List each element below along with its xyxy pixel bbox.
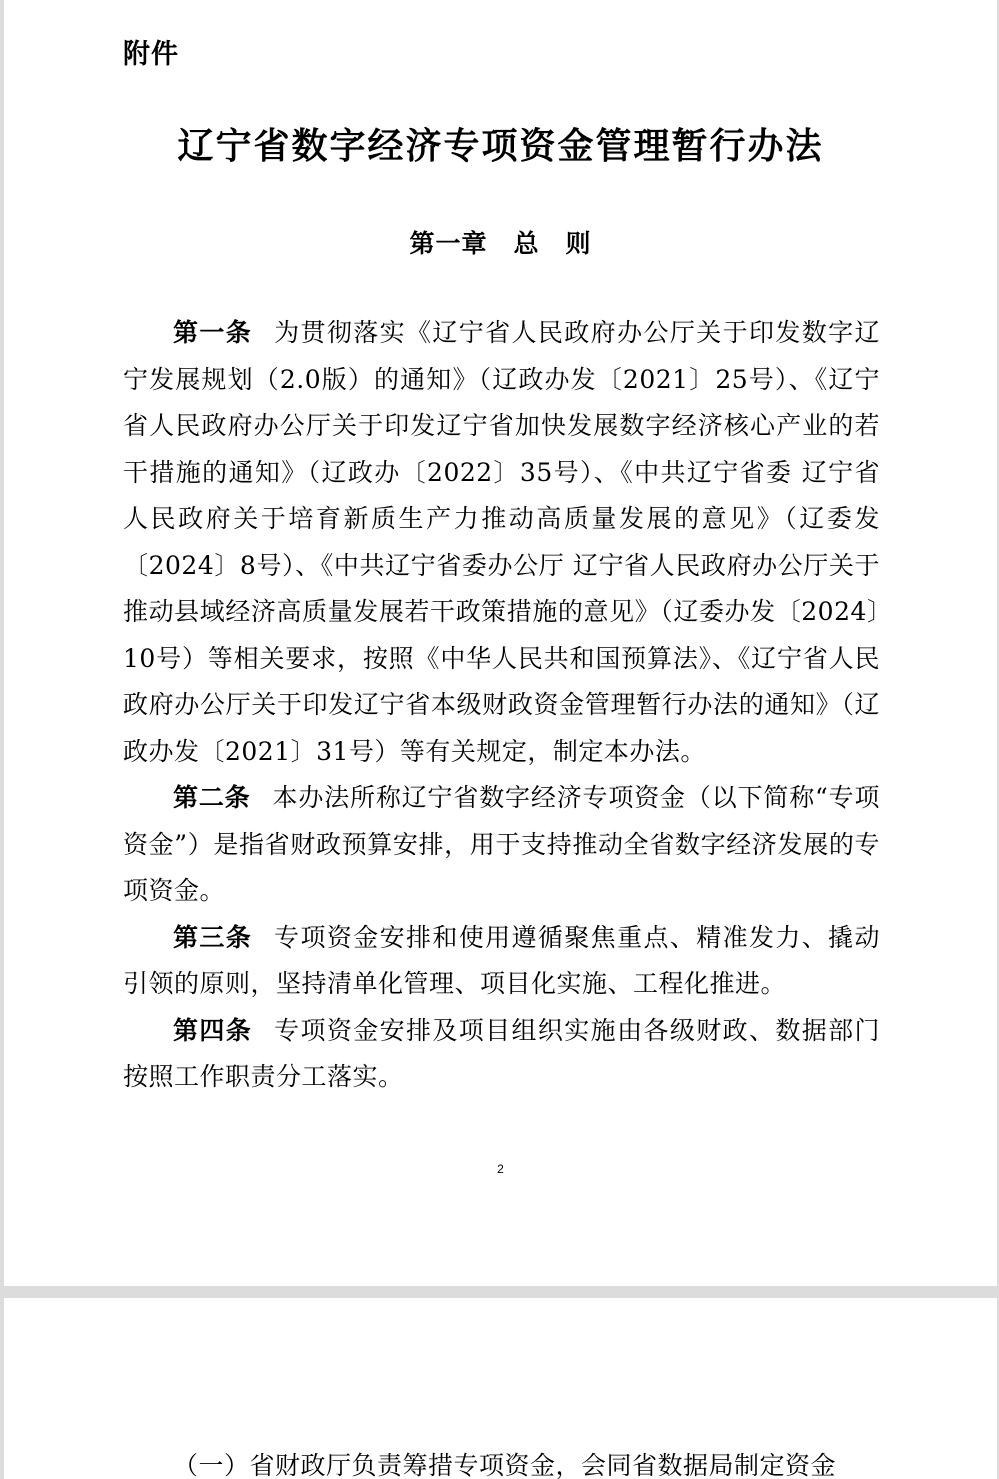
document-page-1 — [4, 0, 997, 1286]
document-title: 辽宁省数字经济专项资金管理暂行办法 — [177, 126, 824, 167]
chapter-name: 总 则 — [513, 229, 592, 258]
attachment-label: 附件 — [123, 39, 179, 70]
article-paragraph — [123, 775, 880, 915]
article-paragraph — [123, 310, 880, 775]
article-text: 专项资金安排和使用遵循聚焦重点、精准发力、撬动引领的原则，坚持清单化管理、项目化实施、工程化推进。 — [123, 922, 880, 998]
article-text: 为贯彻落实《辽宁省人民政府办公厅关于印发数字辽宁发展规划（2.0版）的通知》（辽政办发〔2021〕25号）、《辽宁省人民政府办公厅关于印发辽宁省加快发展数字经济核心产业的若干措施的通知》（辽政办〔2022〕35号）、《中共辽宁省委 辽宁省人民政府关于培育新质生产力推动高质量发展的意见》（辽委发〔2024〕8号）、《中共辽宁省委办公厅 辽宁省人民政府办公厅关于推动县域经济高质量发展若干政策措施的意见》（辽委办发〔2024〕10号）等相关要求，按照《中华人民共和国预算法》、《辽宁省人民政府办公厅关于印发辽宁省本级财政资金管理暂行办法的通知》（辽政办发〔2021〕31号）等有关规定，制定本办法。 — [123, 318, 880, 766]
chapter-heading — [4, 224, 997, 260]
article-paragraph — [123, 915, 880, 1008]
article-label: 第二条 — [173, 783, 251, 812]
article-text: 专项资金安排及项目组织实施由各级财政、数据部门按照工作职责分工落实。 — [123, 1015, 880, 1091]
chapter-number: 第一章 — [409, 229, 488, 258]
article-label: 第四条 — [173, 1015, 253, 1045]
article-paragraph — [123, 1008, 880, 1101]
page-number: 2 — [497, 1162, 504, 1176]
document-body — [123, 310, 880, 1101]
document-page-2 — [4, 1298, 997, 1479]
article-label: 第一条 — [173, 318, 253, 347]
partial-paragraph: （一）省财政厅负责筹措专项资金，会同省数据局制定资金 — [173, 1451, 837, 1479]
article-text: 本办法所称辽宁省数字经济专项资金（以下简称“专项资金”）是指省财政预算安排，用于支持推动全省数字经济发展的专项资金。 — [123, 783, 880, 905]
article-label: 第三条 — [173, 922, 253, 952]
